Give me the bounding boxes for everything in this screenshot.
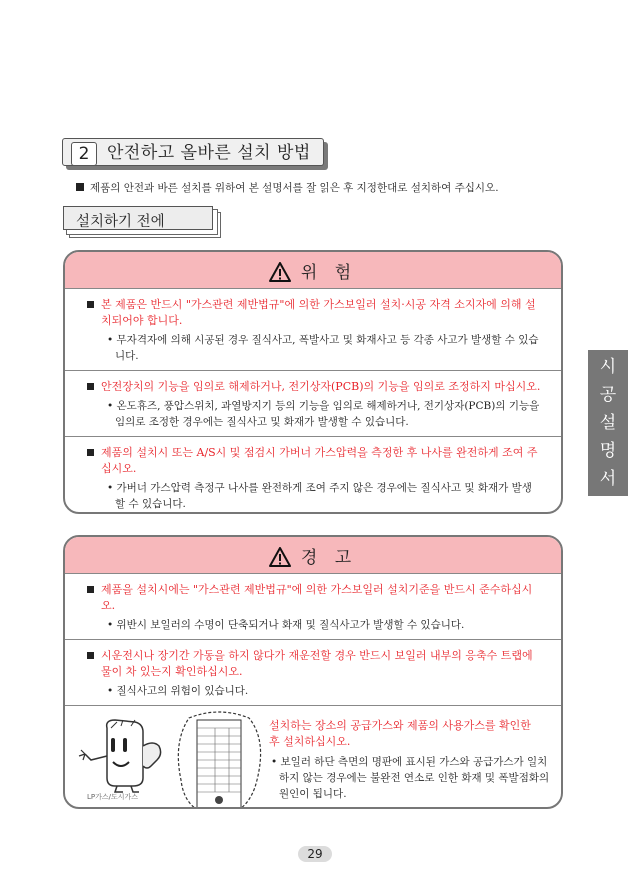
danger-item — [65, 289, 561, 371]
danger-warning-wrap — [87, 445, 541, 477]
bullet-square-icon — [87, 449, 94, 456]
danger-note: • 무자격자에 의해 시공된 경우 질식사고, 폭발사고 및 화재사고 등 각종 사고가 발생할 수 있습니다. — [107, 334, 539, 362]
illustration-caption: LP가스/도시가스 — [87, 793, 139, 801]
bullet-square-icon — [87, 652, 94, 659]
warning-note: • 위반시 보일러의 수명이 단축되거나 화재 및 질식사고가 발생할 수 있습니다. — [107, 619, 465, 631]
danger-note: • 가버너 가스압력 측정구 나사를 완전하게 조여 주지 않은 경우에는 질식사고 및 화재가 발생할 수 있습니다. — [107, 482, 532, 510]
side-tab-char: 서 — [599, 469, 617, 489]
intro-line — [76, 180, 499, 195]
danger-title: 위 험 — [300, 263, 358, 283]
danger-item — [65, 371, 561, 437]
warning-item — [65, 640, 561, 706]
warning-text: 시운전시나 장기간 가동을 하지 않다가 재운전할 경우 반드시 보일러 내부의 응축수 트랩에 물이 차 있는지 확인하십시오. — [101, 649, 533, 678]
warning-triangle-icon — [269, 262, 291, 282]
section-header — [62, 138, 327, 170]
danger-item — [65, 437, 561, 514]
side-tab-char: 설 — [599, 413, 617, 433]
warning-text: 제품을 설치시에는 "가스관련 제반법규"에 의한 가스보일러 설치기준을 반드시 준수하십시오. — [101, 583, 533, 612]
warning-panel — [63, 535, 563, 809]
illustration-note: • 보일러 하단 측면의 명판에 표시된 가스와 공급가스가 일치하지 않는 경우에는 불완전 연소로 인한 화재 및 폭발점화의 원인이 됩니다. — [271, 756, 550, 800]
side-tab-char: 시 — [599, 357, 617, 377]
warning-triangle-icon — [269, 547, 291, 567]
section-title: 안전하고 올바른 설치 방법 — [107, 143, 311, 163]
intro-text: 제품의 안전과 바른 설치를 위하여 본 설명서를 잘 읽은 후 지정한대로 설치하여 주십시오. — [90, 182, 499, 194]
danger-warning-wrap — [87, 379, 541, 395]
boiler-mascot-icon — [77, 716, 177, 794]
bullet-square-icon — [87, 301, 94, 308]
subsection-tab-front — [63, 206, 213, 230]
warning-note: • 질식사고의 위험이 있습니다. — [107, 685, 249, 697]
subsection-header — [63, 206, 223, 238]
danger-warning-wrap — [87, 297, 541, 329]
section-header-box — [62, 138, 324, 166]
danger-panel — [63, 250, 563, 514]
side-tab-char: 공 — [599, 385, 617, 405]
warning-text-wrap — [87, 648, 541, 680]
danger-warning: 본 제품은 반드시 "가스관련 제반법규"에 의한 가스보일러 설치·시공 자격 소지자에 의해 설치되어야 합니다. — [101, 298, 536, 327]
subsection-title: 설치하기 전에 — [76, 214, 165, 230]
warning-text-wrap — [87, 582, 541, 614]
bullet-square-icon — [76, 183, 84, 191]
danger-warning: 제품의 설치시 또는 A/S시 및 점검시 가버너 가스압력을 측정한 후 나사를 완전하게 조여 주십시오. — [101, 446, 538, 475]
danger-panel-header — [65, 252, 561, 289]
illustration-warning: 설치하는 장소의 공급가스와 제품의 사용가스를 확인한 후 설치하십시오. — [269, 719, 531, 748]
side-chapter-tab — [588, 350, 628, 496]
nameplate-icon — [175, 710, 263, 809]
warning-title: 경 고 — [300, 548, 358, 568]
warning-item — [65, 574, 561, 640]
danger-warning: 안전장치의 기능을 임의로 해제하거나, 전기상자(PCB)의 기능을 임의로 조정하지 마십시오. — [101, 380, 541, 393]
side-tab-char: 명 — [599, 441, 617, 461]
bullet-square-icon — [87, 586, 94, 593]
bullet-square-icon — [87, 383, 94, 390]
illustration-row — [65, 706, 561, 809]
warning-panel-header — [65, 537, 561, 574]
section-number: 2 — [71, 142, 97, 166]
page-number: 29 — [298, 846, 332, 862]
danger-note: • 온도휴즈, 풍압스위치, 과열방지기 등의 기능을 임의로 해제하거나, 전기상자(PCB)의 기능을 임의로 조정한 경우에는 질식사고 및 화재가 발생할 수 있습니다. — [107, 400, 540, 428]
